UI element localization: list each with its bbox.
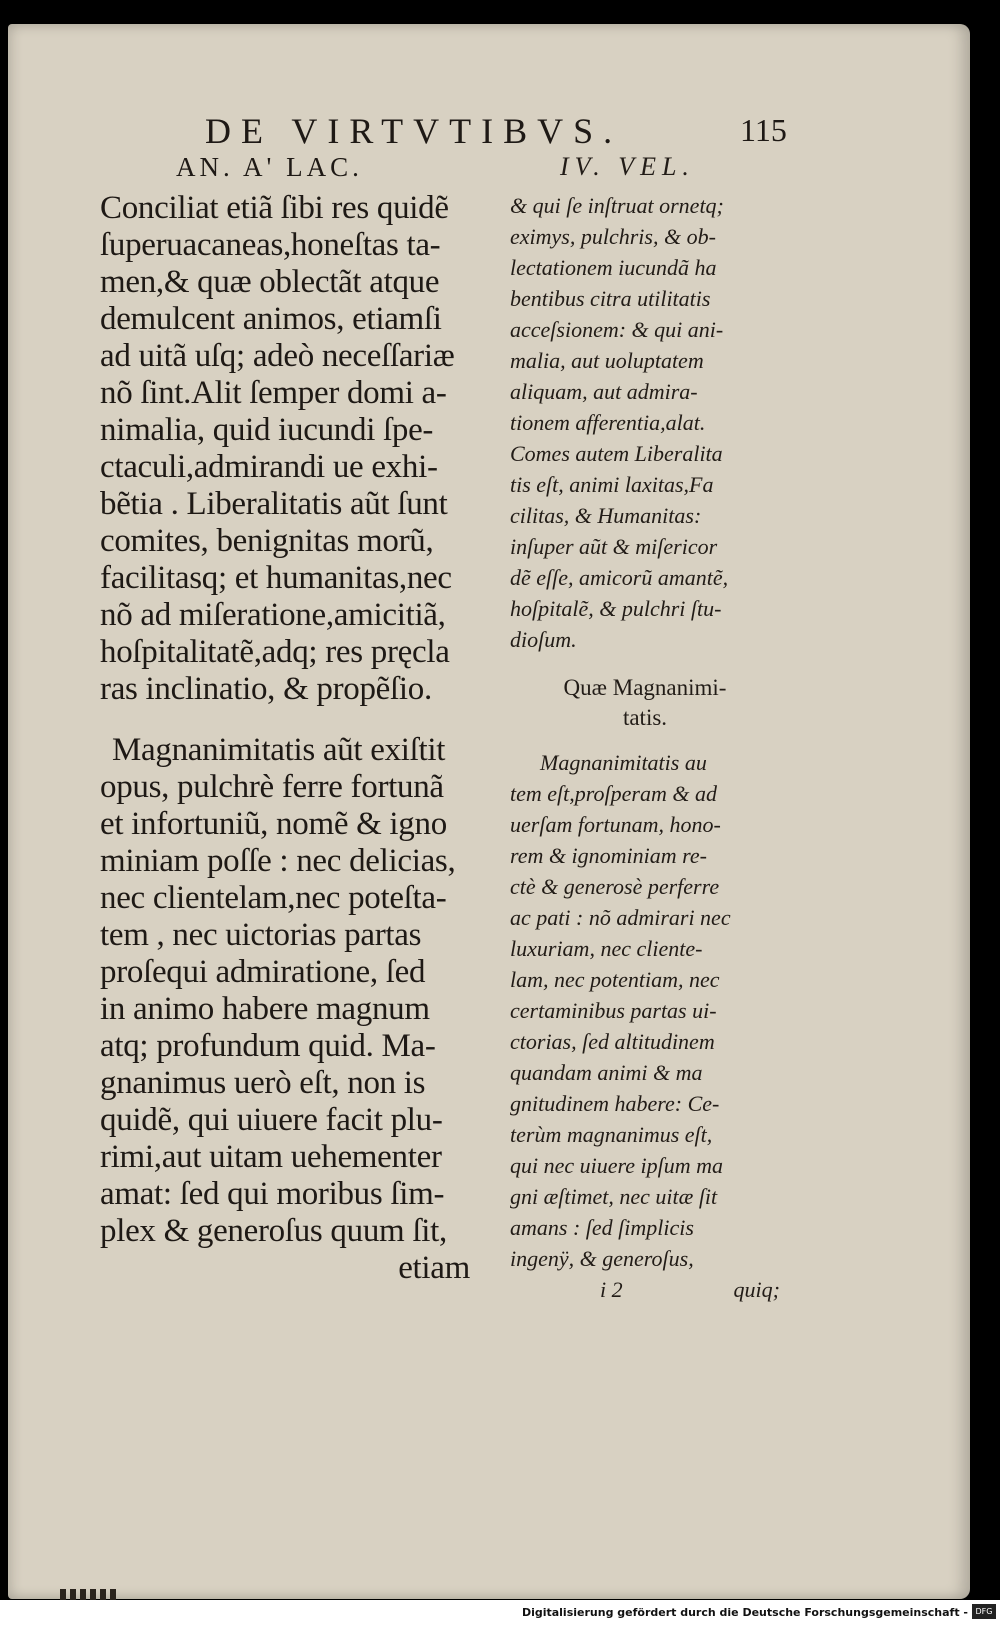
text-line: nõ ſint.Alit ſemper domi a- (100, 375, 447, 411)
text-line: et infortuniũ, nomẽ & igno (100, 806, 447, 842)
text-line: dioſum. (510, 627, 577, 652)
text-line: hoſpitalitatẽ,adq; res pręcla (100, 634, 450, 670)
text-line: acceſsionem: & qui ani- (510, 317, 724, 342)
text-line: terùm magnanimus eſt, (510, 1122, 713, 1147)
subheading-line: tatis. (622, 705, 668, 730)
text-line: opus, pulchrè ferre fortunã (100, 769, 444, 805)
text-line: tem , nec uictorias partas (100, 917, 422, 953)
left-paragraph-1 (100, 190, 480, 708)
text-line: eximys, pulchris, & ob- (510, 224, 716, 249)
text-line: amat: ſed qui moribus ſim- (100, 1176, 445, 1212)
text-line: men,& quæ oblectãt atque (100, 264, 440, 300)
text-line: Conciliat etiã ſibi res quidẽ (100, 190, 449, 226)
dfg-logo: DFG (972, 1604, 996, 1619)
subheading-line: Quæ Magnanimi- (563, 675, 727, 700)
text-line: ac pati : nõ admirari nec (510, 905, 731, 930)
text-line: Comes autem Liberalita (510, 441, 723, 466)
text-line: quandam animi & ma (510, 1060, 703, 1085)
text-line: tis eſt, animi laxitas,Fa (510, 472, 714, 497)
text-line: nõ ad miſeratione,amicitiã, (100, 597, 446, 633)
text-line: comites, benignitas morũ, (100, 523, 434, 559)
text-line: ingenÿ, & generoſus, (510, 1246, 694, 1271)
text-line: lam, nec potentiam, nec (510, 967, 720, 992)
section-subheading (510, 673, 780, 733)
digitization-credit: Digitalisierung gefördert durch die Deutsche Forschungsgemeinschaft - (521, 1606, 968, 1619)
text-line: Magnanimitatis au (540, 750, 707, 775)
text-line: atq; profundum quid. Ma- (100, 1028, 436, 1064)
text-line: plex & generoſus quum ſit, (100, 1213, 447, 1249)
catchword: etiam (398, 1250, 470, 1286)
right-paragraph-2 (510, 747, 780, 1274)
text-line: gnitudinem habere: Ce- (510, 1091, 720, 1116)
text-line: facilitasq; et humanitas,nec (100, 560, 452, 596)
text-line: amans : ſed ſimplicis (510, 1215, 694, 1240)
text-line: qui nec uiuere ipſum ma (510, 1153, 724, 1178)
right-paragraph-1 (510, 190, 780, 655)
text-line: rimi,aut uitam uehementer (100, 1139, 442, 1175)
text-line: uerſam fortunam, hono- (510, 812, 721, 837)
text-line: & qui ſe inſtruat ornetq; (510, 193, 724, 218)
text-line: demulcent animos, etiamſi (100, 301, 442, 337)
signature-mark: i 2 (600, 1277, 623, 1302)
text-line: in animo habere magnum (100, 991, 430, 1027)
text-line: Magnanimitatis aũt exiſtit (112, 732, 446, 768)
text-line: hoſpitalẽ, & pulchri ſtu- (510, 596, 722, 621)
text-line: malia, aut uoluptatem (510, 348, 704, 373)
text-line: aliquam, aut admira- (510, 379, 698, 404)
catchword: quiq; (733, 1277, 780, 1302)
text-line: ras inclinatio, & propẽſio. (100, 671, 432, 707)
text-line: miniam poſſe : nec delicias, (100, 843, 456, 879)
text-line: gnanimus uerò eſt, non is (100, 1065, 426, 1101)
right-column-heading: IV. VEL. (560, 152, 695, 181)
text-line: nimalia, quid iucundi ſpe- (100, 412, 434, 448)
text-line: gni æſtimet, nec uitæ ſit (510, 1184, 718, 1209)
text-line: ad uitã uſq; adeò neceſſariæ (100, 338, 455, 374)
text-line: luxuriam, nec cliente- (510, 936, 703, 961)
text-line: ſuperuacaneas,honeſtas ta- (100, 227, 441, 263)
text-line: rem & ignominiam re- (510, 843, 707, 868)
text-line: ctorias, ſed altitudinem (510, 1029, 715, 1054)
text-line: tem eſt,proſperam & ad (510, 781, 717, 806)
text-line: ctaculi,admirandi ue exhi- (100, 449, 438, 485)
text-line: bẽtia . Liberalitatis aũt ſunt (100, 486, 448, 522)
text-line: proſequi admiratione, ſed (100, 954, 426, 990)
text-line: dẽ eſſe, amicorũ amantẽ, (510, 565, 729, 590)
running-head: DE VIRTVTIBVS. (205, 111, 623, 151)
text-line: bentibus citra utilitatis (510, 286, 711, 311)
text-line: cilitas, & Humanitas: (510, 503, 702, 528)
text-line: ctè & generosè perferre (510, 874, 720, 899)
text-line: inſuper aũt & miſericor (510, 534, 718, 559)
text-line: certaminibus partas ui- (510, 998, 717, 1023)
text-line: lectationem iucundã ha (510, 255, 717, 280)
text-line: nec clientelam,nec poteſta- (100, 880, 447, 916)
left-paragraph-2 (100, 732, 480, 1250)
left-column (100, 152, 480, 1287)
page-number: 115 (740, 112, 787, 148)
signature-and-catchword (510, 1274, 780, 1305)
text-line: tionem afferentia,alat. (510, 410, 706, 435)
right-column (510, 152, 780, 1305)
left-column-heading: AN. A' LAC. (176, 152, 363, 182)
text-line: quidẽ, qui uiuere facit plu- (100, 1102, 443, 1138)
